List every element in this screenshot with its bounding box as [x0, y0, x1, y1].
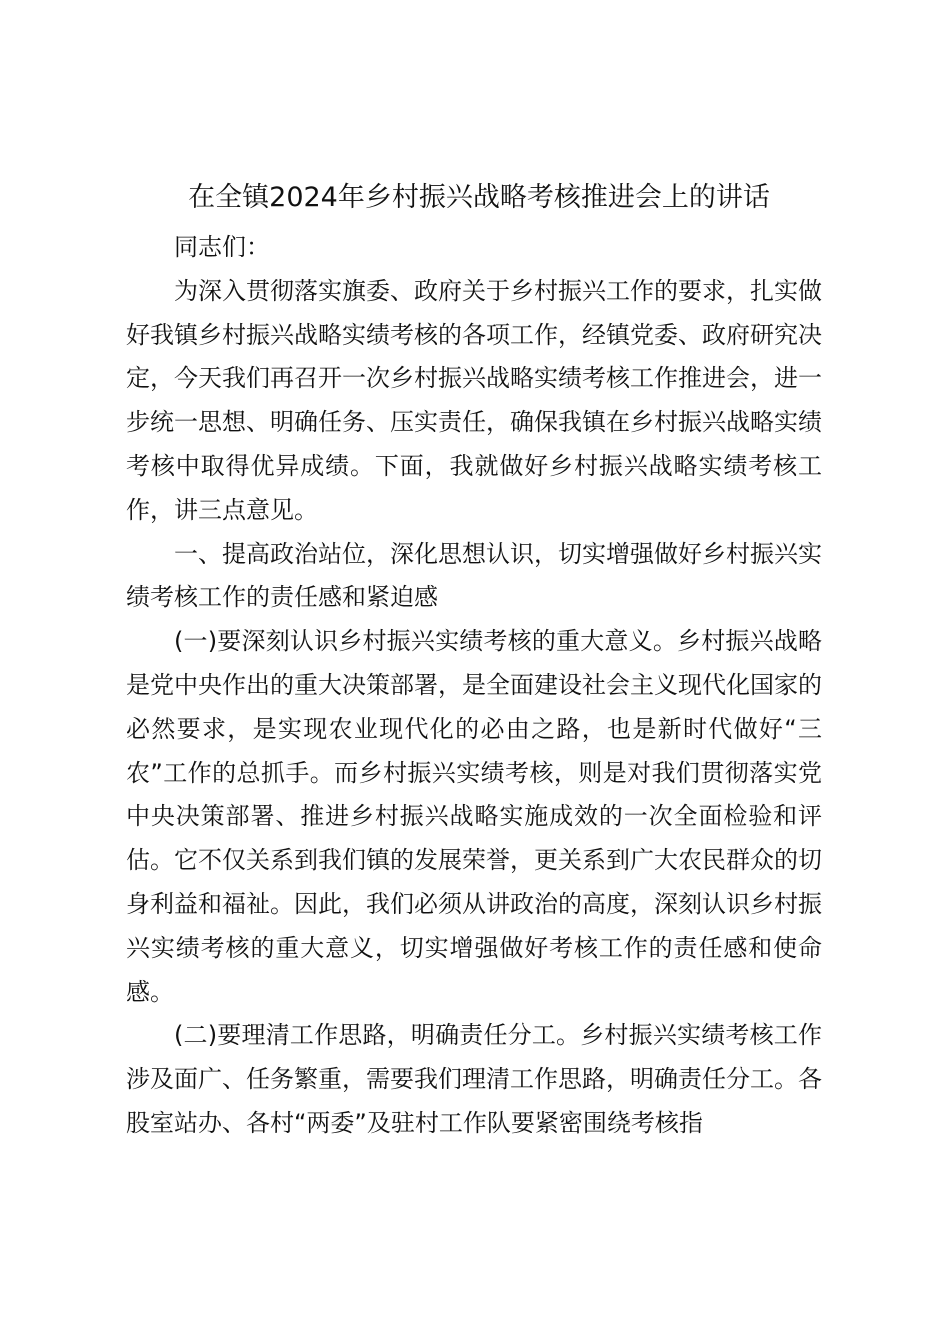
document-body [126, 226, 822, 1146]
paragraph: (一)要深刻认识乡村振兴实绩考核的重大意义。乡村振兴战略是党中央作出的重大决策部署，是全面建设社会主义现代化国家的必然要求，是实现农业现代化的必由之路，也是新时代做好“三农”工作的总抓手。而乡村振兴实绩考核，则是对我们贯彻落实党中央决策部署、推进乡村振兴战略实施成效的一次全面检验和评估。它不仅关系到我们镇的发展荣誉，更关系到广大农民群众的切身利益和福祉。因此，我们必须从讲政治的高度，深刻认识乡村振兴实绩考核的重大意义，切实增强做好考核工作的责任感和使命感。 [126, 627, 822, 1006]
section-heading: 一、提高政治站位，深化思想认识，切实增强做好乡村振兴实绩考核工作的责任感和紧迫感 [126, 539, 822, 612]
document-title: 在全镇2024年乡村振兴战略考核推进会上的讲话 [188, 182, 770, 213]
paragraph: (二)要理清工作思路，明确责任分工。乡村振兴实绩考核工作涉及面广、任务繁重，需要我们理清工作思路，明确责任分工。各股室站办、各村“两委”及驻村工作队要紧密围绕考核指 [126, 1021, 822, 1137]
paragraph: 为深入贯彻落实旗委、政府关于乡村振兴工作的要求，扎实做好我镇乡村振兴战略实绩考核的各项工作，经镇党委、政府研究决定，今天我们再召开一次乡村振兴战略实绩考核工作推进会，进一步统一思想、明确任务、压实责任，确保我镇在乡村振兴战略实绩考核中取得优异成绩。下面，我就做好乡村振兴战略实绩考核工作，讲三点意见。 [126, 276, 822, 524]
salutation: 同志们： [174, 233, 270, 261]
